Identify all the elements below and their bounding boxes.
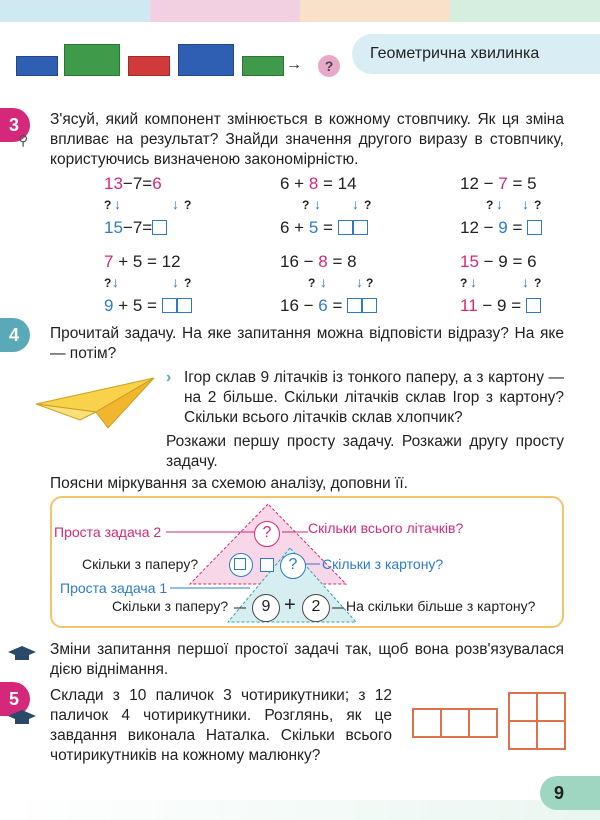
bottom-color-strip: [0, 800, 600, 820]
task4-problem: Ігор склав 9 літачків із тонкого паперу, а з картону — на 2 більше. Скільки літачків склав Ігор з картону? Скільки всього літачків склав хлопчик?: [184, 369, 564, 426]
arrow-right-icon: →: [286, 56, 302, 73]
answer-box[interactable]: [353, 220, 368, 235]
qm: ?: [308, 276, 316, 290]
arrow-down-icon: ↓: [352, 196, 359, 212]
qm: ?: [534, 276, 542, 290]
eq-c4-top: 7 + 5 = 12: [104, 252, 181, 271]
eq-c5-bottom: 16 − 6 =: [280, 296, 377, 316]
paper-question-2: Скільки з паперу?: [112, 598, 229, 614]
task4-explain: Поясни міркування за схемою аналізу, доповни її.: [50, 475, 408, 492]
arrow-down-icon: ↓: [112, 274, 119, 290]
qm: ?: [104, 198, 112, 212]
answer-box[interactable]: [338, 220, 353, 235]
task-number-5: 5: [0, 682, 30, 716]
simple-task-1-label: Проста задача 1: [60, 580, 168, 596]
green-rectangle: [64, 44, 120, 76]
eq-c4-bottom: 9 + 5 =: [104, 296, 192, 316]
arrow-down-icon: ↓: [356, 274, 363, 290]
qm: ?: [366, 276, 374, 290]
arrow-down-icon: ↓: [522, 196, 529, 212]
arrow-down-icon: ↓: [114, 196, 121, 212]
task-number-4: 4: [0, 318, 30, 352]
arrow-down-icon: ↓: [522, 274, 529, 290]
eq-c3-top: 12 − 7 = 5: [460, 174, 537, 193]
magnifier-icon: ⚲: [18, 132, 29, 148]
qm: ?: [184, 198, 192, 212]
simple-task-2-label: Проста задача 2: [54, 524, 162, 540]
bullet-icon: ›: [166, 369, 172, 386]
qm: ?: [534, 198, 542, 212]
top-color-strip: [0, 0, 600, 22]
eq-c6-bottom: 11 − 9 =: [460, 296, 541, 316]
section-title: Геометрична хвилинка: [352, 34, 600, 74]
qm: ?: [302, 198, 310, 212]
arrow-down-icon: ↓: [496, 196, 503, 212]
more-question: На скільки більше з картону?: [346, 598, 536, 614]
change-task-text: Зміни запитання першої простої задачі так, щоб вона розв'язувалася дією віднімання.: [50, 641, 564, 678]
graduation-cap-icon: [8, 644, 36, 664]
cardboard-question-circle: ?: [280, 553, 306, 579]
answer-box[interactable]: [177, 298, 192, 313]
answer-box[interactable]: [347, 298, 362, 313]
task4-intro: Прочитай задачу. На яке запитання можна відповісти відразу? На яке — потім?: [50, 325, 564, 362]
total-question: Скільки всього літачків?: [308, 520, 464, 536]
qm: ?: [460, 276, 468, 290]
blue-rectangle: [16, 56, 58, 76]
qm: ?: [104, 276, 112, 290]
arrow-down-icon: ↓: [470, 274, 477, 290]
answer-box[interactable]: [362, 298, 377, 313]
task5-text: Склади з 10 паличок 3 чотирикутники; з 12 паличок 4 чотирикутники. Розглянь, як це завдання виконала Наталка. Скільки всього чотирикутників на кожному малюнку?: [50, 687, 392, 764]
eq-c1-bottom: 15−7=: [104, 218, 167, 238]
graduation-cap-icon-2: [8, 708, 36, 728]
eq-c5-top: 16 − 8 = 8: [280, 252, 357, 271]
arrow-down-icon: ↓: [172, 196, 179, 212]
task3-text: З'ясуй, який компонент змінюється в кожному стовпчику. Як ця зміна впливає на результат? Знайди значення другого виразу в стовпчику, користуючись визначеною закономірністю.: [50, 111, 564, 168]
red-rectangle: [128, 56, 170, 76]
page-number: 9: [540, 776, 600, 810]
qm: ?: [486, 198, 494, 212]
arrow-down-icon: ↓: [320, 274, 327, 290]
cardboard-question: Скільки з картону?: [322, 556, 444, 572]
paper-question: Скільки з паперу?: [82, 556, 199, 572]
arrow-down-icon: ↓: [172, 274, 179, 290]
answer-box[interactable]: [526, 298, 541, 313]
task-number-3: 3: [0, 108, 30, 142]
qm: ?: [184, 276, 192, 290]
plus-sign: +: [284, 594, 296, 616]
eq-c1-top: 13−7=6: [104, 174, 162, 193]
number-2-circle: 2: [302, 594, 330, 622]
operation-box[interactable]: [260, 558, 274, 572]
eq-c6-top: 15 − 9 = 6: [460, 252, 537, 271]
eq-c3-bottom: 12 − 9 =: [460, 218, 542, 238]
answer-box[interactable]: [152, 220, 167, 235]
green-rectangle-small: [242, 56, 284, 76]
qm: ?: [364, 198, 372, 212]
paper-circle: [229, 553, 253, 577]
number-9-circle: 9: [252, 594, 280, 622]
total-question-circle: ?: [254, 521, 280, 547]
answer-box[interactable]: [162, 298, 177, 313]
question-circle: ?: [318, 55, 340, 77]
arrow-down-icon: ↓: [314, 196, 321, 212]
eq-c2-top: 6 + 8 = 14: [280, 174, 357, 193]
blue-rectangle-large: [178, 44, 234, 76]
answer-box[interactable]: [527, 220, 542, 235]
eq-c2-bottom: 6 + 5 =: [280, 218, 368, 238]
paper-plane-illustration: [36, 372, 156, 432]
task4-retell: Розкажи першу просту задачу. Розкажи другу просту задачу.: [166, 433, 564, 470]
